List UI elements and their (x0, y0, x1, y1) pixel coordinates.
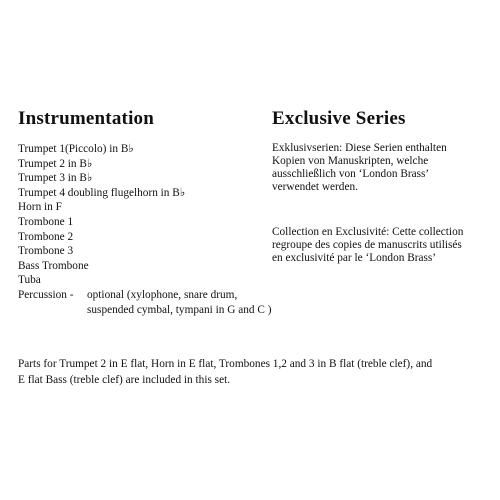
instrument-item: Trumpet 3 in B♭ (18, 172, 93, 185)
instrument-list (18, 142, 272, 317)
parts-note: Parts for Trumpet 2 in E flat, Horn in E flat, Trombones 1,2 and 3 in B flat (treble clef), and E flat Bass (treble clef) are included in this set. (18, 358, 433, 386)
exclusive-series-heading: Exclusive Series (272, 108, 406, 129)
instrument-item: Trumpet 4 doubling flugelhorn in B♭ (18, 186, 186, 199)
instrument-item: Bass Trombone (18, 259, 89, 272)
percussion-label: Percussion - (18, 288, 74, 301)
percussion-item (18, 288, 272, 317)
instrumentation-heading: Instrumentation (18, 108, 155, 129)
percussion-line-2: suspended cymbal, tympani in G and C ) (87, 303, 272, 316)
percussion-line-1: optional (xylophone, snare drum, (87, 288, 238, 301)
instrument-item: Trumpet 1(Piccolo) in B♭ (18, 143, 134, 155)
instrument-item: Trumpet 2 in B♭ (18, 157, 93, 170)
instrument-item: Tuba (18, 274, 41, 287)
german-description: Exklusivserien: Diese Serien enthalten Kopien von Manuskripten, welche ausschließlich von ‘London Brass’ verwendet werden. (272, 142, 447, 193)
instrument-item: Trombone 2 (18, 230, 74, 243)
percussion-details (87, 288, 272, 317)
instrument-item: Trombone 3 (18, 245, 74, 258)
instrument-item: Horn in F (18, 201, 62, 214)
french-description: Collection en Exclusivité: Cette collection regroupe des copies de manuscrits utilisés en exclusivité par le ‘London Brass’ (272, 226, 464, 264)
instrument-item: Trombone 1 (18, 215, 74, 228)
